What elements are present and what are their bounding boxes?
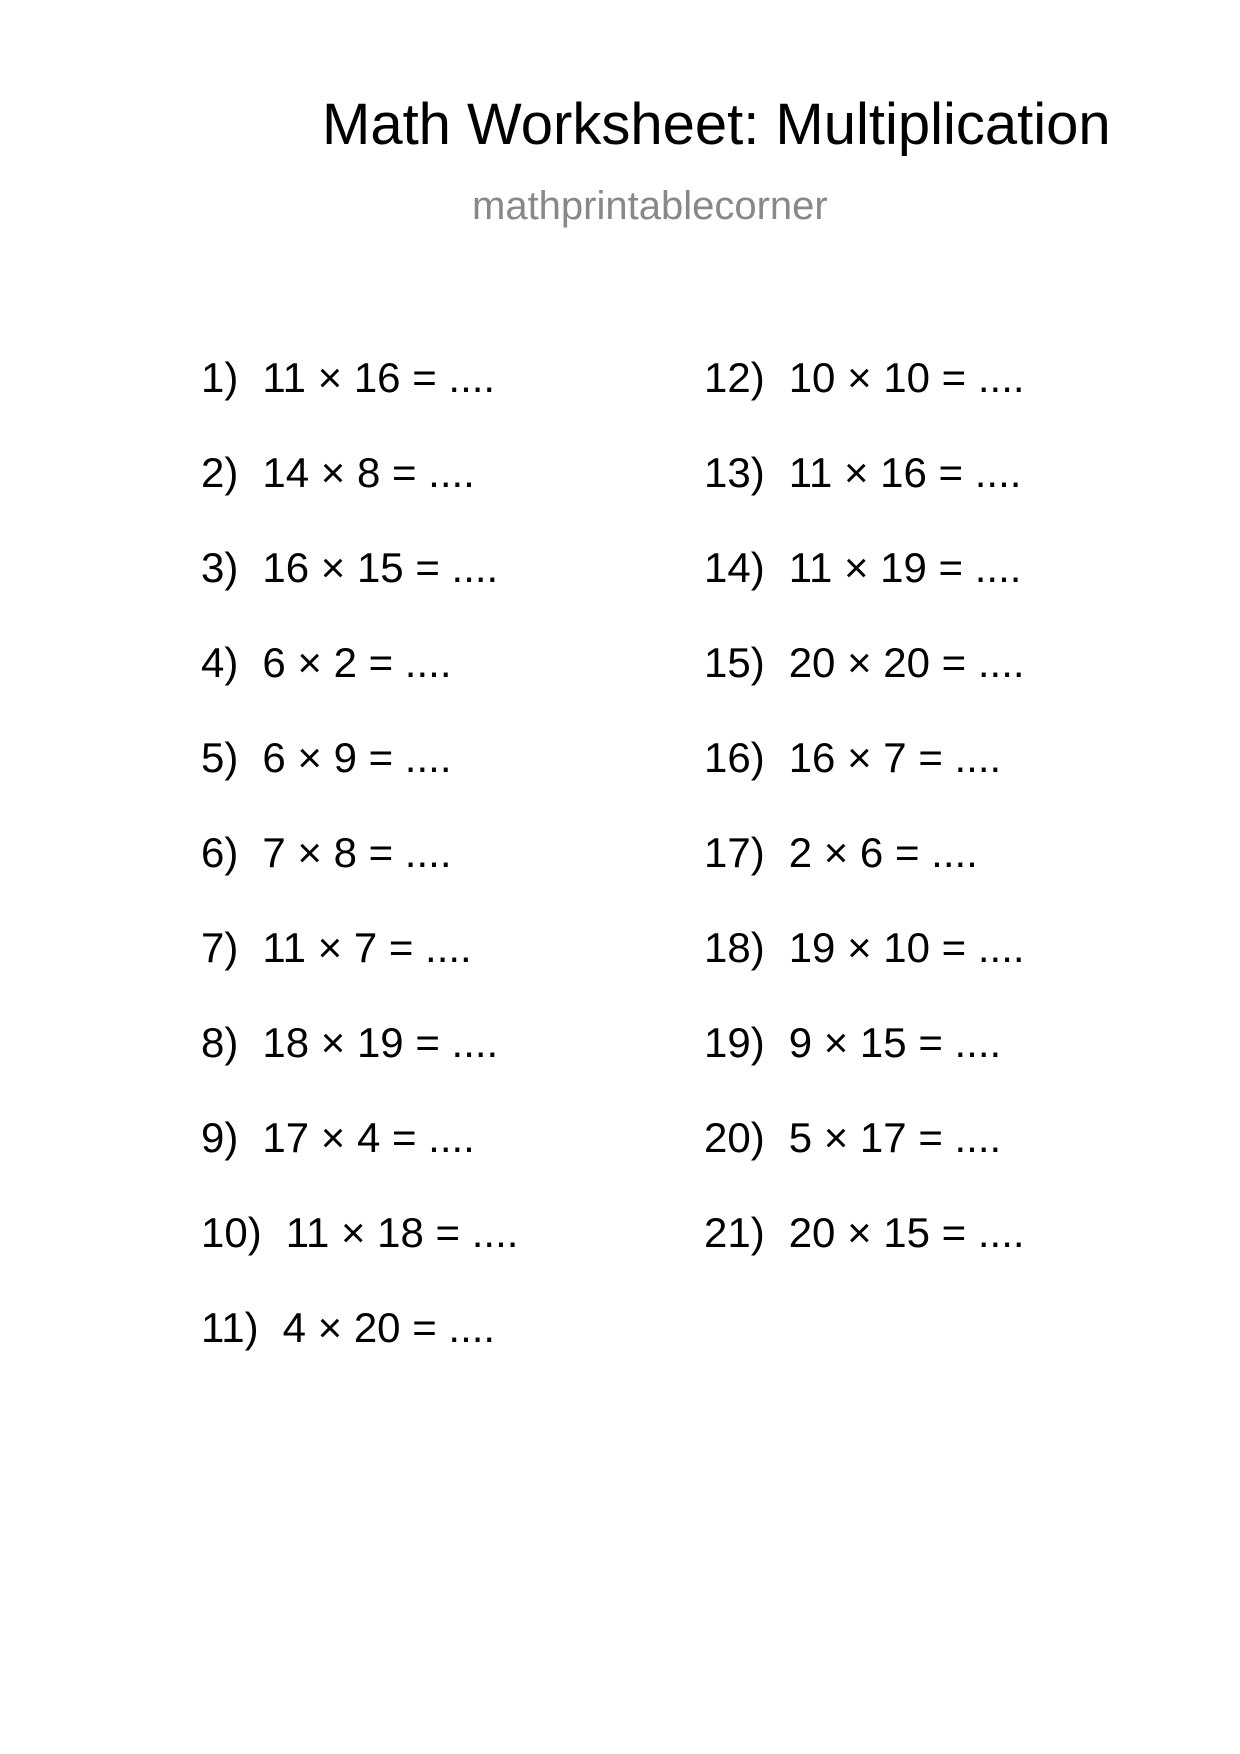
problem-expression: 11 × 16 = .... xyxy=(262,354,496,401)
problem-expression: 4 × 20 = .... xyxy=(282,1304,496,1351)
problem-number: 21) xyxy=(704,1209,765,1256)
problem-item xyxy=(704,829,978,876)
problem-item xyxy=(704,1114,1002,1161)
problem-item xyxy=(201,449,475,496)
problem-expression: 7 × 8 = .... xyxy=(262,829,452,876)
problem-item xyxy=(704,924,1025,971)
problem-expression: 10 × 10 = .... xyxy=(788,354,1025,401)
problem-number: 15) xyxy=(704,639,765,686)
problem-item xyxy=(201,1019,499,1066)
problem-number: 6) xyxy=(201,829,239,876)
problem-expression: 11 × 7 = .... xyxy=(262,924,472,971)
problem-expression: 6 × 2 = .... xyxy=(262,639,452,686)
problem-item xyxy=(201,1304,496,1351)
problem-expression: 11 × 16 = .... xyxy=(788,449,1022,496)
problem-number: 18) xyxy=(704,924,765,971)
problem-item xyxy=(201,354,496,401)
problem-expression: 20 × 20 = .... xyxy=(788,639,1025,686)
problem-expression: 14 × 8 = .... xyxy=(262,449,475,496)
problem-number: 12) xyxy=(704,354,765,401)
problem-expression: 9 × 15 = .... xyxy=(788,1019,1002,1066)
problem-expression: 17 × 4 = .... xyxy=(262,1114,475,1161)
problem-expression: 2 × 6 = .... xyxy=(788,829,978,876)
problem-item xyxy=(201,734,452,781)
problem-number: 3) xyxy=(201,544,239,591)
problem-expression: 16 × 7 = .... xyxy=(788,734,1002,781)
problem-item xyxy=(704,1019,1002,1066)
problem-number: 9) xyxy=(201,1114,239,1161)
problem-item xyxy=(704,639,1025,686)
problem-item xyxy=(201,544,499,591)
problem-item xyxy=(704,734,1002,781)
problem-number: 10) xyxy=(201,1209,262,1256)
problem-item xyxy=(201,639,452,686)
problem-number: 4) xyxy=(201,639,239,686)
problem-number: 14) xyxy=(704,544,765,591)
problem-item xyxy=(201,1209,519,1256)
problem-item xyxy=(704,354,1025,401)
problem-item xyxy=(201,924,472,971)
problem-expression: 11 × 18 = .... xyxy=(285,1209,519,1256)
problem-expression: 6 × 9 = .... xyxy=(262,734,452,781)
problem-item xyxy=(201,1114,475,1161)
problem-number: 7) xyxy=(201,924,239,971)
problem-item xyxy=(704,1209,1025,1256)
problem-number: 17) xyxy=(704,829,765,876)
problem-number: 1) xyxy=(201,354,239,401)
problem-number: 19) xyxy=(704,1019,765,1066)
problem-expression: 11 × 19 = .... xyxy=(788,544,1022,591)
problem-expression: 5 × 17 = .... xyxy=(788,1114,1002,1161)
worksheet-subtitle: mathprintablecorner xyxy=(472,184,828,228)
problem-number: 2) xyxy=(201,449,239,496)
problem-expression: 19 × 10 = .... xyxy=(788,924,1025,971)
problem-number: 5) xyxy=(201,734,239,781)
problem-number: 8) xyxy=(201,1019,239,1066)
problem-item xyxy=(201,829,452,876)
problem-expression: 18 × 19 = .... xyxy=(262,1019,499,1066)
problem-number: 11) xyxy=(201,1304,259,1351)
problem-expression: 20 × 15 = .... xyxy=(788,1209,1025,1256)
problem-item xyxy=(704,449,1022,496)
problem-number: 16) xyxy=(704,734,765,781)
problem-number: 20) xyxy=(704,1114,765,1161)
problem-number: 13) xyxy=(704,449,765,496)
problem-item xyxy=(704,544,1022,591)
problem-expression: 16 × 15 = .... xyxy=(262,544,499,591)
worksheet-title: Math Worksheet: Multiplication xyxy=(322,92,1111,157)
